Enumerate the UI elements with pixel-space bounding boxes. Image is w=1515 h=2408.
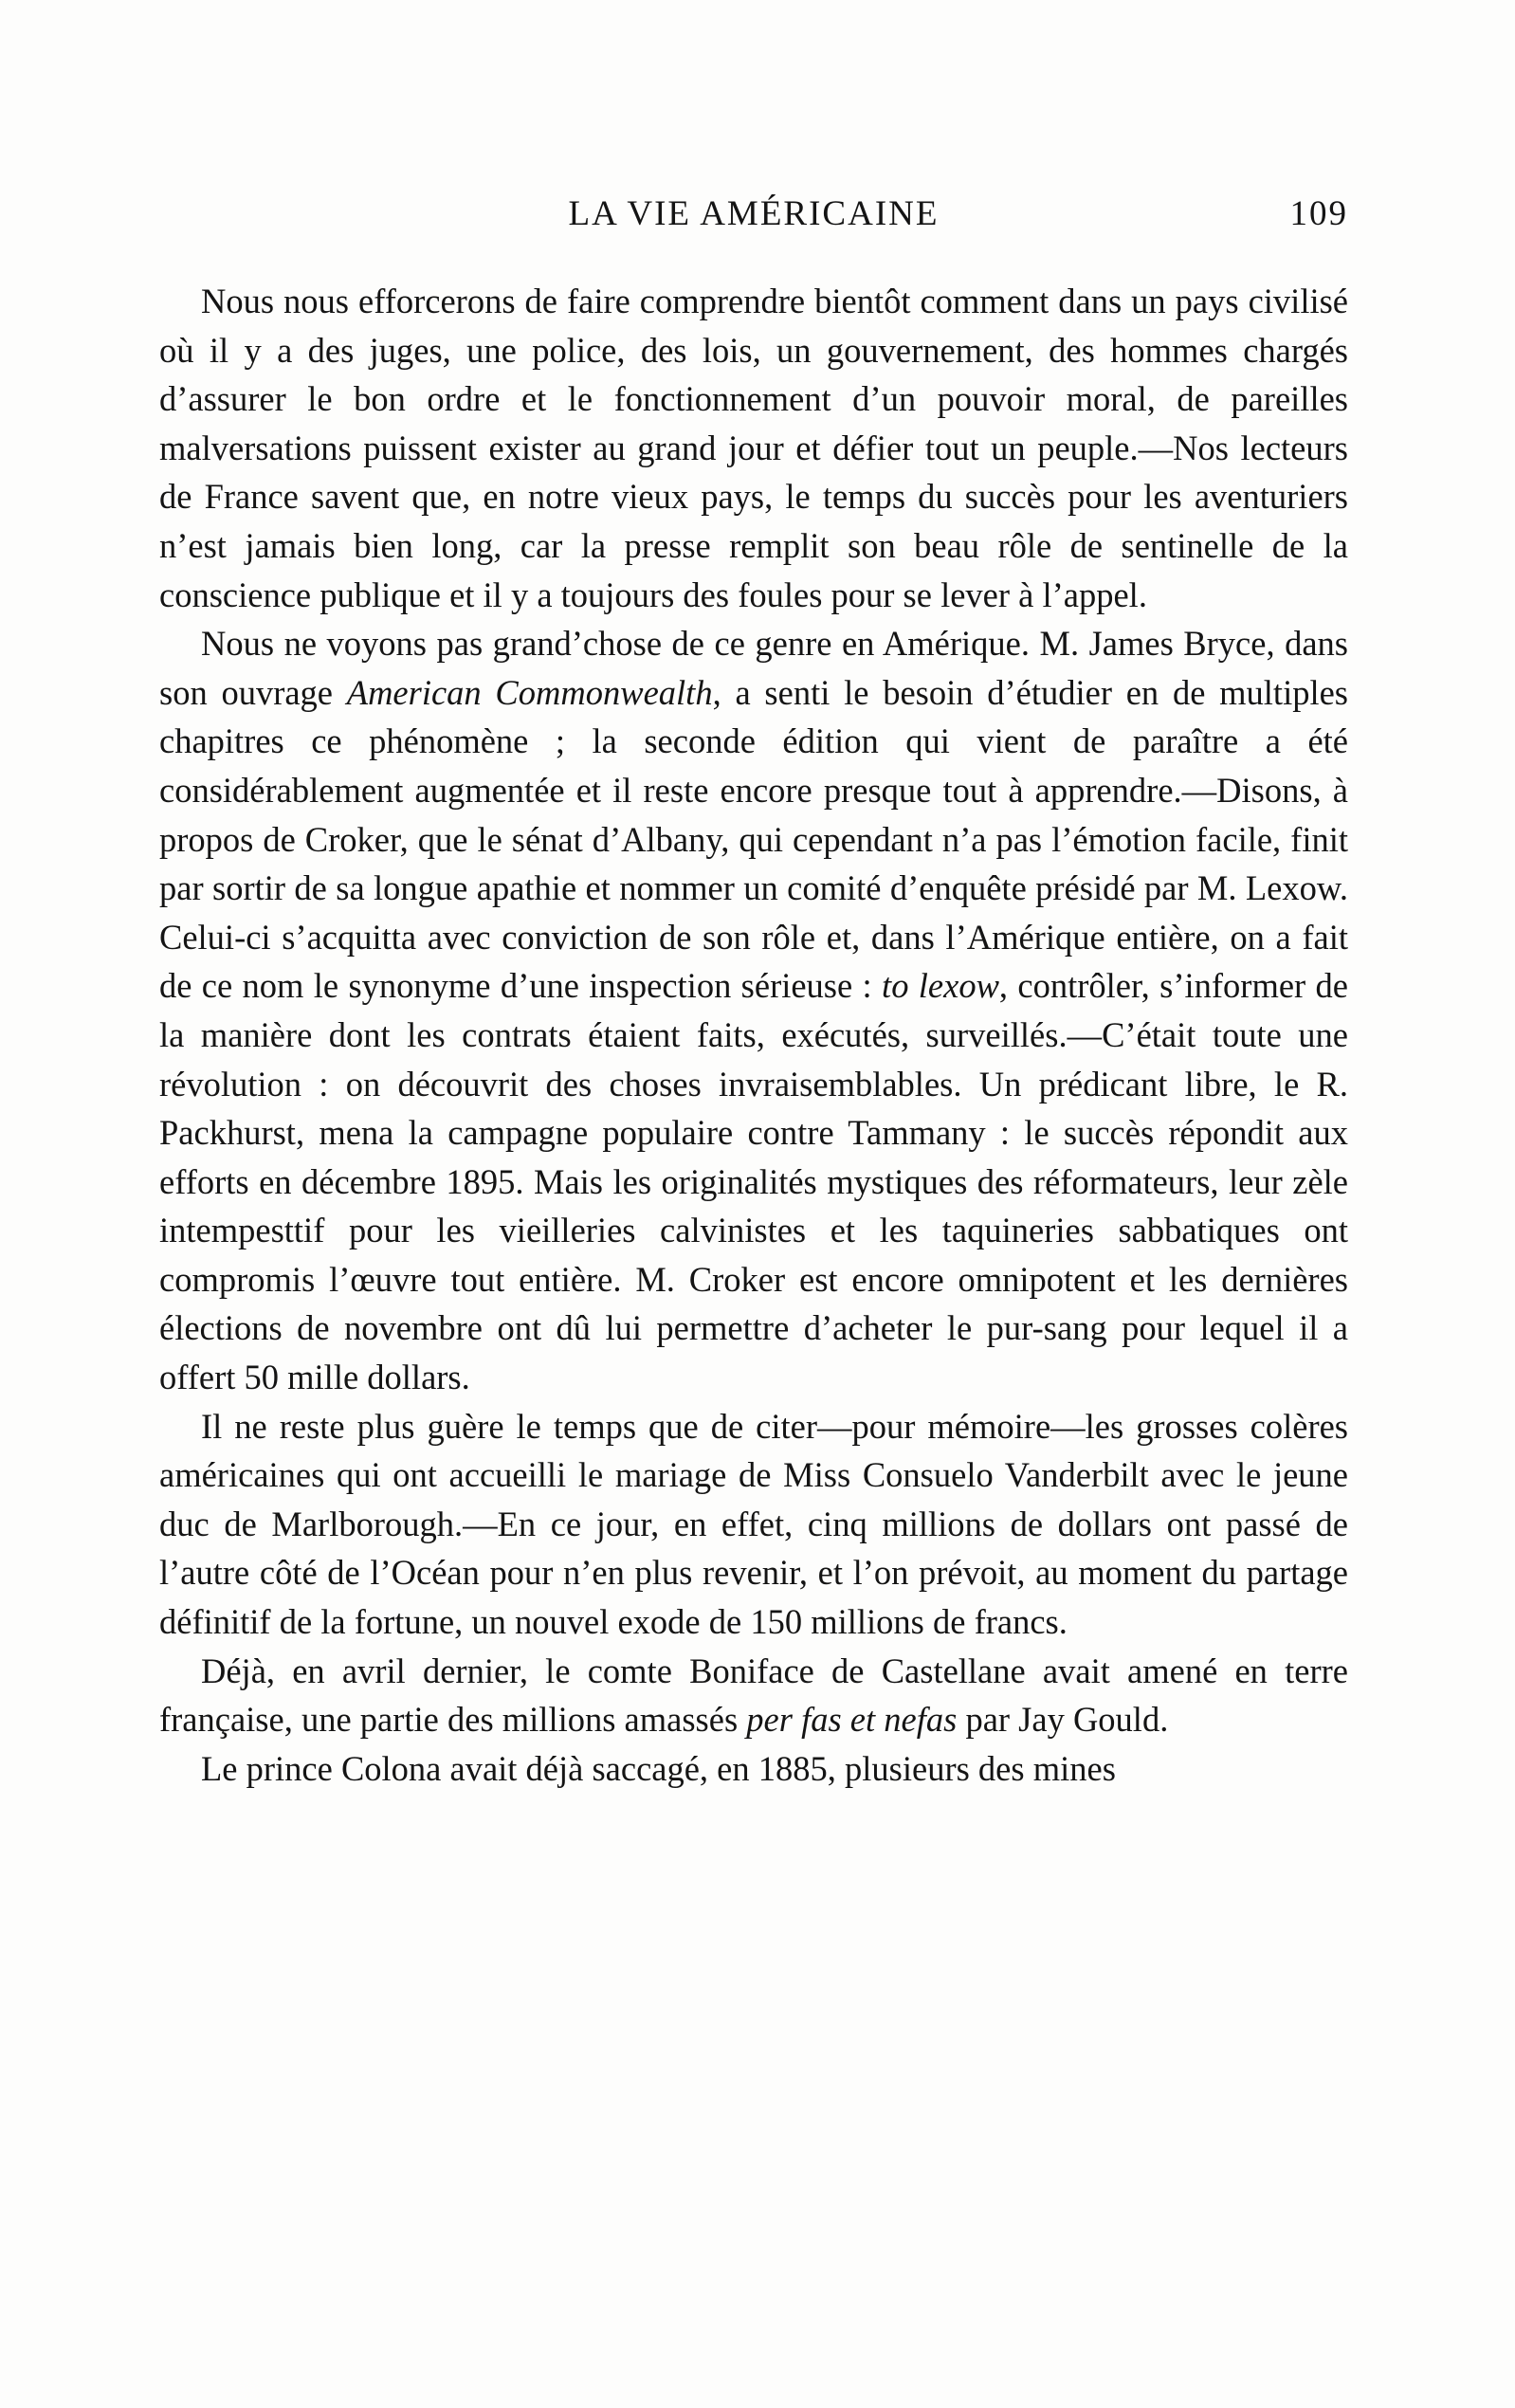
paragraph-5 [159,1744,1348,1794]
text-segment: Déjà, en avril dernier, le comte Boniface de Castellane avait amené en terre française, une partie des millions amassés [159,1651,1348,1740]
text-segment: , contrôler, s’informer de la manière dont les contrats étaient faits, exécutés, surveillés.—C’était toute une révolution : on découvrit des choses invraisemblables. Un prédicant libre, le R. Packhurst, mena la campagne populaire contre Tammany : le succès répondit aux efforts en décembre 1895. Mais les originalités mystiques des réformateurs, leur zèle intempesttif pour les vieilleries calvinistes et les taquineries sabbatiques ont compromis l’œuvre tout entière. M. Croker est encore omnipotent et les dernières élections de novembre ont dû lui permettre d’acheter le pur-sang pour lequel il a offert 50 mille dollars. [159,966,1348,1397]
page-number: 109 [1289,194,1348,233]
paragraph-4 [159,1647,1348,1744]
paragraph-2 [159,619,1348,1402]
body-text [159,277,1348,1793]
latin-phrase-italic: per fas et nefas [746,1700,958,1740]
text-segment: Il ne reste plus guère le temps que de citer—pour mémoire—les grosses colères américaines qui ont accueilli le mariage de Miss Consuelo Vanderbilt avec le jeune duc de Marlborough.—En ce jour, en effet, cinq millions de dollars ont passé de l’autre côté de l’Océan pour n’en plus revenir, et l’on prévoit, au moment du partage définitif de la fortune, un nouvel exode de 150 millions de francs. [159,1406,1348,1642]
paragraph-1 [159,277,1348,619]
text-segment: , a senti le besoin d’étudier en de multiples chapitres ce phénomène ; la seconde édition qui vient de paraître a été considérablement augmentée et il reste encore presque tout à apprendre.—Disons, à propos de Croker, que le sénat d’Albany, qui cependant n’a pas l’émotion facile, finit par sortir de sa longue apathie et nommer un comité d’enquête présidé par M. Lexow. Celui-ci s’acquitta avec conviction de son rôle et, dans l’Amérique entière, on a fait de ce nom le synonyme d’une inspection sérieuse : [159,672,1349,1006]
paragraph-3 [159,1402,1348,1647]
term-italic: to lexow [882,966,999,1006]
running-title: LA VIE AMÉRICAINE [568,194,940,233]
book-title-italic: American Commonwealth [346,672,713,712]
text-segment: Nous ne voyons pas grand’chose de ce genre en Amérique. M. James Bryce, dans son ouvrage [159,624,1348,712]
text-segment: Nous nous efforcerons de faire comprendre bientôt comment dans un pays civilisé où il y a des juges, une police, des lois, un gouvernement, des hommes chargés d’assurer le bon ordre et le fonctionnement d’un pouvoir moral, de pareilles malversations puissent exister au grand jour et défier tout un peuple.—Nos lecteurs de France savent que, en notre vieux pays, le temps du succès pour les aventuriers n’est jamais bien long, car la presse remplit son beau rôle de sentinelle de la conscience publique et il y a toujours des foules pour se lever à l’appel. [159,282,1348,614]
text-segment: par Jay Gould. [957,1700,1169,1740]
running-head [159,193,1348,246]
text-segment: Le prince Colona avait déjà saccagé, en 1885, plusieurs des mines [201,1748,1116,1788]
